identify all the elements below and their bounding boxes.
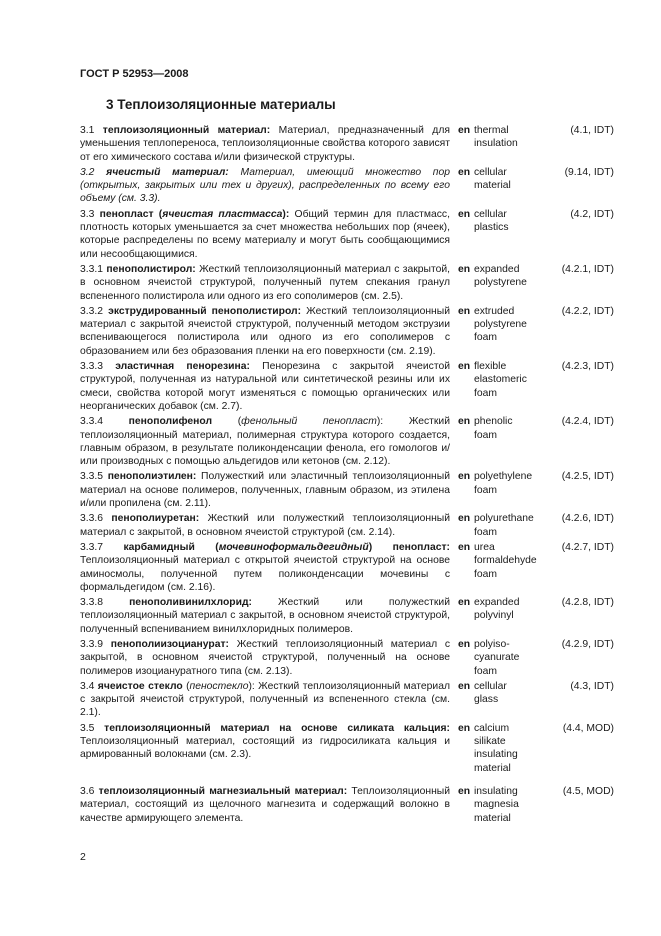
- iso-reference: (4.1, IDT): [570, 125, 614, 136]
- english-term: cellular plastics: [474, 208, 509, 234]
- english-term: expanded polyvinyl: [474, 597, 520, 622]
- definition: 3.3.5 пенополиэтилен: Полужесткий или эластичный теплоизоляционный материал на основе полимеров, полученных, главным образом, из этилена и/или пропилена (см. 2.11).: [80, 471, 450, 510]
- term: пенополиизоцианурат:: [110, 638, 229, 650]
- term: пенополиуретан:: [111, 513, 200, 525]
- term-entry: [80, 722, 614, 775]
- term-entry: [80, 512, 614, 539]
- term: теплоизоляционный материал на основе силиката кальция:: [104, 722, 450, 734]
- iso-reference: (4.2.5, IDT): [561, 471, 614, 483]
- term-entry: [80, 263, 614, 303]
- iso-reference: (4.2.8, IDT): [561, 597, 614, 609]
- definition: 3.3.6 пенополиуретан: Жесткий или полужесткий теплоизоляционный материал с закрытой, в основном ячеистой структурой (см. 2.14).: [80, 513, 451, 538]
- iso-reference: (4.2.1, IDT): [561, 263, 614, 275]
- language-code: en: [458, 125, 471, 136]
- language-code: en: [458, 785, 471, 797]
- language-code: en: [458, 597, 471, 609]
- english-term: flexible elastomeric foam: [474, 361, 527, 399]
- term-entry: [80, 680, 614, 720]
- term: экструдированный пенополистирол:: [108, 305, 302, 317]
- english-term: extruded polystyrene foam: [474, 305, 527, 344]
- term-entry: [80, 638, 614, 678]
- terms-list: [80, 124, 614, 827]
- iso-reference: (4.2.9, IDT): [561, 638, 614, 650]
- definition: 3.3.8 пенополивинилхлорид: Жесткий или полужесткий теплоизоляционный материал с закрытой, в основном ячеистой структурой, полученный вспениванием винилхлоридных полимеров.: [80, 597, 450, 635]
- iso-reference: (4.2.6, IDT): [561, 513, 614, 525]
- term-entry: [80, 305, 614, 358]
- definition: 3.3.4 пенополифенол (фенольный пенопласт): Жесткий теплоизоляционный материал, полимерная структура которого создается, главным образом, в результате поликонденсации фенола, его гомологов и/или производных с помощью альдегидов или кетонов (см. 2.12).: [80, 416, 450, 468]
- english-term: insulating magnesia material: [474, 785, 519, 824]
- term: пенопласт: [99, 208, 154, 220]
- english-term: cellular glass: [474, 680, 507, 706]
- definition: 3.5 теплоизоляционный материал на основе силиката кальция: Теплоизоляционный материал, состоящий из гидросиликата кальция и армированный волокнами (см. 2.3).: [80, 722, 450, 761]
- iso-reference: (4.2.7, IDT): [561, 541, 614, 553]
- english-term: expanded polystyrene: [474, 263, 527, 289]
- term-entry: [80, 166, 614, 206]
- term: карбамидный: [123, 541, 195, 553]
- language-code: en: [458, 208, 471, 220]
- term: пенополивинилхлорид:: [129, 597, 252, 609]
- iso-reference: (4.3, IDT): [570, 680, 614, 692]
- iso-reference: (9.14, IDT): [564, 166, 614, 178]
- page-number: 2: [80, 851, 86, 863]
- language-code: en: [458, 361, 471, 373]
- language-code: en: [458, 513, 471, 525]
- language-code: en: [458, 305, 471, 317]
- definition: 3.3.3 эластичная пенорезина: Пенорезина с закрытой ячеистой структурой, полученная из натуральной или синтетической резины или их смеси, свойства которой могут изменяться с помощью органических или неорганических добавок (см. 2.7).: [80, 361, 450, 412]
- language-code: en: [458, 680, 471, 692]
- term-entry: [80, 596, 614, 636]
- english-term: cellular material: [474, 166, 511, 192]
- english-term: calcium silikate insulating material: [474, 722, 518, 774]
- iso-reference: (4.5, MOD): [562, 785, 614, 797]
- term: теплоизоляционный материал:: [102, 125, 271, 136]
- term-entry: [80, 541, 614, 594]
- term: теплоизоляционный магнезиальный материал:: [98, 785, 348, 797]
- term-entry: [80, 124, 614, 164]
- definition: 3.3.7 карбамидный (мочевиноформальдегидный) пенопласт: Теплоизоляционный материал с открытой ячеистой структурой на основе аминосмолы, полученной путем поликонденсации мочевины с формальдегидом (см. 2.16).: [80, 541, 450, 593]
- iso-reference: (4.2.4, IDT): [561, 416, 614, 428]
- term: пенополифенол: [128, 416, 213, 428]
- definition: 3.3.9 пенополиизоцианурат: Жесткий теплоизоляционный материал с закрытой, в основном ячеистой структурой, полученный на основе полимеров изоциануратного типа (см. 2.13).: [80, 638, 451, 677]
- definition: 3.3.1 пенополистирол: Жесткий теплоизоляционный материал с закрытой, в основном ячеистой структурой, полученный путем спекания гранул вспененного полистирола или одного из его сополимеров (см. 2.5).: [80, 263, 450, 302]
- definition: 3.6 теплоизоляционный магнезиальный материал: Теплоизоляционный материал, состоящий из щелочного магнезита и содержащий волокно в качестве армирующего элемента.: [80, 785, 451, 824]
- iso-reference: (4.2.3, IDT): [561, 361, 614, 373]
- definition: 3.3 пенопласт (ячеистая пластмасса): Общий термин для пластмасс, плотность которых уменьшается за счет множества небольших пор (ячеек), которые распределены по всему материалу и могут быть сообщающимися или несообщающимися.: [80, 208, 450, 260]
- english-term: thermal insulation: [474, 125, 518, 150]
- iso-reference: (4.4, MOD): [562, 722, 614, 734]
- language-code: en: [458, 416, 471, 428]
- english-term: polyiso- cyanurate foam: [474, 638, 520, 677]
- term-entry: [80, 208, 614, 261]
- iso-reference: (4.2, IDT): [570, 208, 614, 220]
- language-code: en: [458, 166, 471, 178]
- english-term: urea formaldehyde foam: [474, 541, 537, 580]
- definition: 3.4 ячеистое стекло (пеностекло): Жесткий теплоизоляционный материал с закрытой ячеистой структурой, полученный из вспененного стекла (см. 2.1).: [80, 680, 450, 719]
- term: ячеистое стекло: [97, 680, 183, 692]
- page-header: ГОСТ Р 52953—2008: [80, 68, 189, 80]
- term-entry: [80, 785, 614, 825]
- term: ячеистый материал:: [106, 166, 229, 178]
- term-entry: [80, 415, 614, 468]
- definition: 3.2 ячеистый материал: Материал, имеющий множество пор (открытых, закрытых или тех и других), распределенных по всему его объему (см. 3.3).: [80, 166, 450, 205]
- term: пенополистирол:: [106, 263, 196, 275]
- term-entry: [80, 360, 614, 413]
- english-term: polyethylene foam: [474, 471, 533, 496]
- english-term: phenolic foam: [474, 416, 513, 441]
- language-code: en: [458, 263, 471, 275]
- term-entry: [80, 470, 614, 510]
- language-code: en: [458, 541, 471, 553]
- english-term: polyurethane foam: [474, 513, 534, 538]
- section-title: 3 Теплоизоляционные материалы: [106, 97, 336, 112]
- term: пенополиэтилен:: [107, 471, 197, 483]
- definition: 3.3.2 экструдированный пенополистирол: Жесткий теплоизоляционный материал с закрытой ячеистой структурой, полученный методом экструзии вспенивающегося полистирола или одного из его сополимеров с образованием или без образования пленки на его поверхности (см. 2.19).: [80, 305, 450, 357]
- language-code: en: [458, 471, 471, 483]
- language-code: en: [458, 638, 471, 650]
- language-code: en: [458, 722, 471, 734]
- iso-reference: (4.2.2, IDT): [561, 305, 614, 317]
- definition: 3.1 теплоизоляционный материал: Материал, предназначенный для уменьшения теплопереноса, теплоизоляционные свойства которого зависят от его химического состава и/или физической структуры.: [80, 125, 450, 163]
- term: эластичная пенорезина:: [115, 361, 250, 373]
